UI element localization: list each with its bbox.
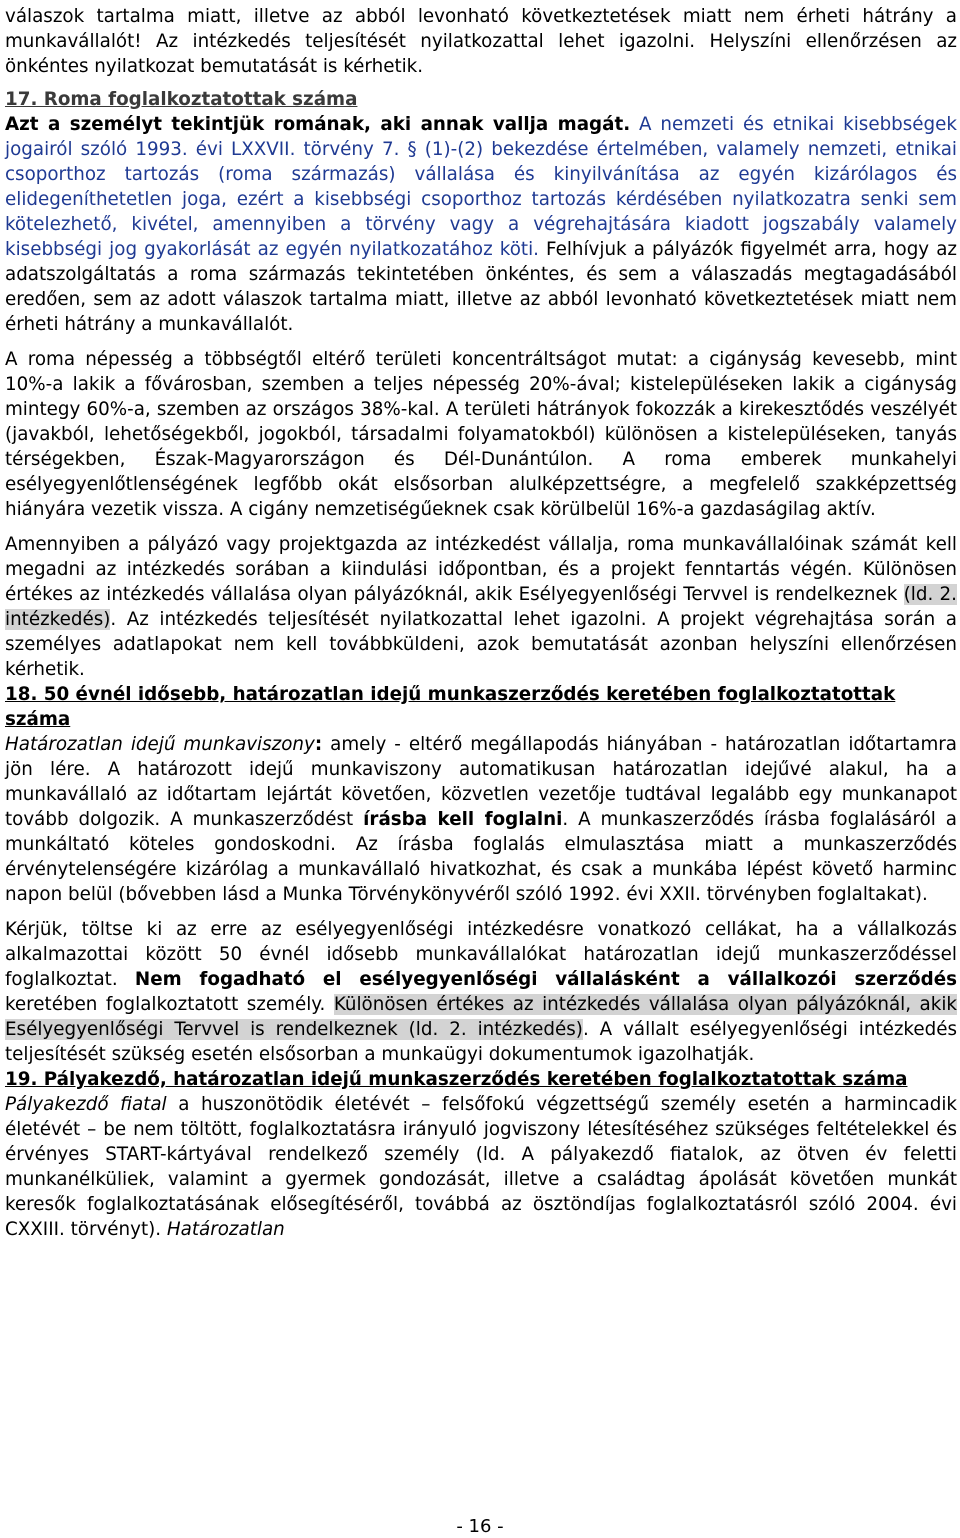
section-17-heading-text: 17. Roma foglalkoztatottak száma: [5, 89, 358, 110]
section-18-p1-b: . A munkaszerződés írásba foglalásáról a munkáltató köteles gondoskodni. Az írásba foglalás elmulasztása miatt a munkaszerződés érvénytelenségére kizárólag a munkavállaló hivatkozhat, és csak a munkába lépést követő harminc napon belül (bővebben lásd a Munka Törvénykönyvéről szóló 1992. évi XXII. törvényben foglaltakat).: [5, 809, 957, 905]
section-17-heading: [5, 87, 957, 112]
section-18-p2-highlight: Különösen értékes az intézkedés vállalása olyan pályázóknál, akik Esélyegyenlőségi Tervvel is rendelkeznek (ld. 2. intézkedés): [5, 994, 958, 1040]
section-17-p3-b: . Az intézkedés teljesítését nyilatkozattal lehet igazolni. A projekt végrehajtása során a személyes adatlapokat nem kell továbbküldeni, azok bemutatását azonban helyszíni ellenőrzésen kérhetik.: [5, 609, 957, 680]
term-colon: :: [314, 734, 323, 755]
not-acceptable-statement: Nem fogadható el esélyegyenlőségi vállalásként a vállalkozói szerződés: [134, 969, 957, 990]
section-18-heading: 18. 50 évnél idősebb, határozatlan idejű munkaszerződés keretében foglalkoztatottak száma: [5, 684, 896, 730]
section-17-paragraph-3: [5, 532, 957, 682]
section-17-paragraph-2: A roma népesség a többségtől eltérő területi koncentráltságot mutat: a cigányság kevesebb, mint 10%-a lakik a fővárosban, szemben a teljes népesség 20%-ával; kistelepüléseken lakik a cigányság mintegy 60%-a, szemben az országos 38%-kal. A területi hátrányok fokozzák a kirekesztődés veszélyét (javakból, lehetőségekből, jogokból, társadalmi folyamatokból) különösen a kistelepüléseken, tanyás térségekben, Észak-Magyarországon és Dél-Dunántúlon. A roma emberek munkahelyi esélyegyenlőtlenségének legfőbb okát elsősorban alulképzettségre, a megfelelő szakképzettség hiányára vezetik vissza. A cigány nemzetiségűeknek csak körülbelül 16%-a gazdaságilag aktív.: [5, 349, 957, 520]
roma-definition: Azt a személyt tekintjük romának, aki annak vallja magát.: [5, 114, 631, 135]
section-18-p1-a: amely - eltérő megállapodás hiányában - határozatlan időtartamra jön lére. A határozott idejű munkaviszony automatikusan határozatlan idejűvé alakul, ha a munkavállaló az időtartam lejártát követően, közvetlen vezetője tudtával legalább egy munkanapot tovább dolgozik. A munkaszerződést: [5, 734, 957, 830]
page-number: - 16 -: [456, 1516, 504, 1537]
section-17-p3-a: Amennyiben a pályázó vagy projektgazda az intézkedést vállalja, roma munkavállalóinak számát kell megadni az intézkedés sorában a kiindulási időpontban, és a projekt fenntartás végén. Különösen értékes az intézkedés vállalása olyan pályázóknál, akik Esélyegyenlőségi Tervvel is rendelkeznek: [5, 534, 957, 605]
document-page: [5, 4, 957, 1242]
term-indefinite-employment: Határozatlan idejű munkaviszony: [5, 734, 315, 755]
term-career-starter: Pályakezdő fiatal: [5, 1094, 167, 1115]
section-17-p1-rest: Felhívjuk a pályázók figyelmét arra, hogy az adatszolgáltatás a roma származás tekintetében önkéntes, és sem a válaszadás megtagadásából eredően, sem az adott válaszok tartalma miatt, illetve az abból levonható következtetések miatt nem érheti hátrány a munkavállalót.: [5, 239, 958, 335]
section-18-paragraph-1: [5, 732, 957, 907]
section-18-p2-c: . A vállalt esélyegyenlőségi intézkedés teljesítését szükség esetén elsősorban a munkaügyi dokumentumok igazolhatják.: [5, 1019, 957, 1065]
section-19-p1-a: a huszonötödik életévét – felsőfokú végzettségű személy esetén a harmincadik életévét – be nem töltött, foglalkoztatásra irányuló jogviszony létesítéséhez szükséges feltételekkel és érvényes START-kártyával rendelkező személy (ld. A pályakezdő fiatalok, az ötven év feletti munkanélküliek, valamint a gyermek gondozását, illetve a családtag ápolását követően munkát keresők foglalkoztatásának elősegítéséről, továbbá az ösztöndíjas foglalkoztatásról szóló 2004. évi CXXIII. törvényt).: [5, 1094, 957, 1240]
intro-paragraph: válaszok tartalma miatt, illetve az abból levonható következtetések miatt nem érheti hátrány a munkavállalót! Az intézkedés teljesítését nyilatkozattal lehet igazolni. Helyszíni ellenőrzésen az önkéntes nyilatkozat bemutatását is kérhetik.: [5, 6, 957, 77]
section-17-p3-highlight: (ld. 2. intézkedés): [5, 584, 957, 630]
written-form-requirement: írásba kell foglalni: [363, 809, 563, 830]
law-reference-text: A nemzeti és etnikai kisebbségek jogairól szóló 1993. évi LXXVII. törvény 7. § (1)-(2) bekezdése értelmében, valamely nemzeti, etnikai csoporthoz tartozás (roma származás) vállalása és kinyilvánítása az egyén kizárólagos és elidegeníthetetlen joga, ezért a kisebbségi csoporthoz tartozás kérdésében nyilatkozatra senki sem kötelezhető, kivétel, amennyiben a törvény vagy a végrehajtására kiadott jogszabály valamely kisebbségi jog gyakorlását az egyén nyilatkozatához köti.: [5, 114, 957, 260]
section-18-p2-a: Kérjük, töltse ki az erre az esélyegyenlőségi intézkedésre vonatkozó cellákat, ha a vállalkozás alkalmazottai között 50 évnél idősebb munkavállalókat határozatlan idejű munkaszerződéssel foglalkoztat.: [5, 919, 957, 990]
section-19-heading: 19. Pályakezdő, határozatlan idejű munkaszerződés keretében foglalkoztatottak száma: [5, 1069, 908, 1090]
section-19-paragraph-1: [5, 1092, 957, 1242]
section-18-p2-b: keretében foglalkoztatott személy.: [5, 994, 334, 1015]
term-indefinite: Határozatlan: [166, 1219, 285, 1240]
section-18-paragraph-2: [5, 917, 957, 1067]
section-17-paragraph-1: [5, 112, 957, 337]
